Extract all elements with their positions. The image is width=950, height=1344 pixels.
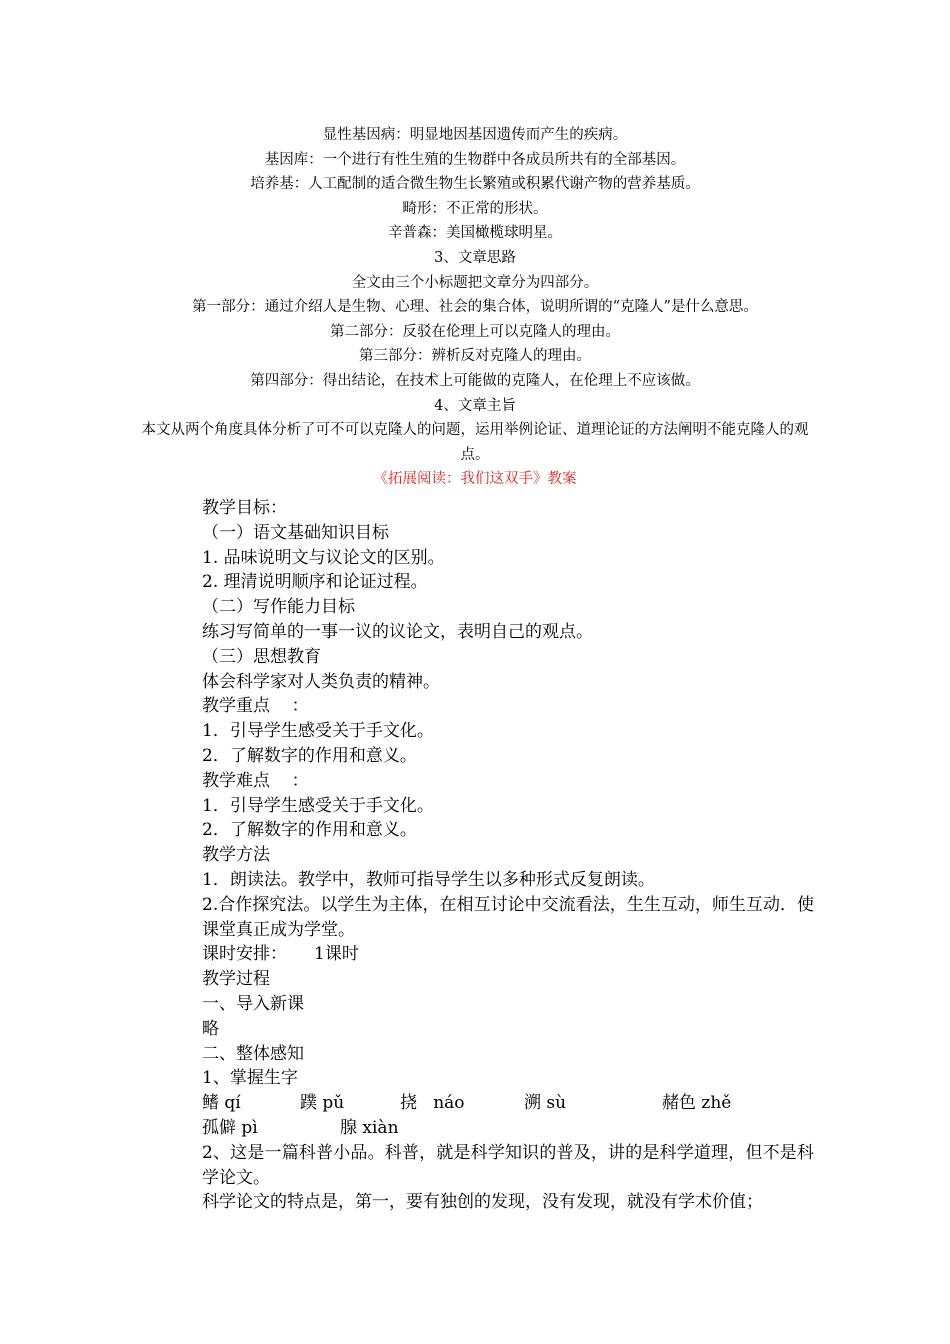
- pinyin-row: [202, 1091, 814, 1116]
- lesson-line: （一）语文基础知识目标: [202, 522, 389, 543]
- theme-paragraph: 本文从两个角度具体分析了可不可以克隆人的问题，运用举例论证、道理论证的方法阐明不能克隆人的观点。: [141, 422, 809, 463]
- pinyin-item: 赭色 zhě: [662, 1093, 732, 1114]
- kepu-paragraph: 2、这是一篇科普小品。科普，就是科学知识的普及，讲的是科学道理，但不是科学论文。: [202, 1142, 814, 1188]
- vocabulary-and-structure-section: [140, 123, 810, 492]
- definition-line: 培养基：人工配制的适合微生物生长繁殖或积累代谢产物的营养基质。: [250, 176, 700, 193]
- pinyin-item: 蹼 pǔ: [300, 1093, 345, 1114]
- section-heading-theme: 4、文章主旨: [434, 397, 516, 414]
- lesson-line: 教学重点 ：: [202, 696, 309, 717]
- lesson-line: 略: [202, 1018, 219, 1039]
- lesson-line: 2．了解数字的作用和意义。: [202, 745, 417, 766]
- lesson-line: 1．引导学生感受关于手文化。: [202, 795, 434, 816]
- lesson-line: 1．朗读法。教学中，教师可指导学生以多种形式反复朗读。: [202, 869, 655, 890]
- pinyin-item: 溯 sù: [524, 1093, 567, 1114]
- pinyin-item: 鳍 qí: [202, 1093, 241, 1114]
- definition-line: 辛普森：美国橄榄球明星。: [388, 225, 562, 242]
- lesson-line: （二）写作能力目标: [202, 597, 355, 618]
- structure-line: 第一部分：通过介绍人是生物、心理、社会的集合体，说明所谓的“克隆人”是什么意思。: [192, 299, 758, 316]
- definition-line: 畸形：不正常的形状。: [402, 200, 548, 217]
- lesson-plan-title: 《拓展阅读：我们这双手》教案: [373, 471, 577, 488]
- lesson-line: 教学目标：: [202, 498, 287, 518]
- lesson-line: 教学方法: [202, 845, 270, 866]
- lesson-line: 1．引导学生感受关于手文化。: [202, 721, 434, 742]
- lesson-line: 2. 理清说明顺序和论证过程。: [202, 572, 428, 593]
- structure-line: 第三部分：辨析反对克隆人的理由。: [359, 348, 591, 365]
- lesson-line: 一、导入新课: [202, 993, 304, 1014]
- definition-line: 基因库：一个进行有性生殖的生物群中各成员所共有的全部基因。: [264, 151, 686, 168]
- lesson-line: 教学过程: [202, 969, 270, 990]
- lesson-line: 1、掌握生字: [202, 1068, 298, 1089]
- pinyin-item: 孤僻 pì: [202, 1117, 258, 1138]
- lesson-line: 二、整体感知: [202, 1043, 304, 1064]
- lesson-line: 练习写简单的一事一议的议论文，表明自己的观点。: [202, 621, 593, 642]
- structure-line: 第四部分：得出结论，在技术上可能做的克隆人，在伦理上不应该做。: [250, 372, 700, 389]
- definition-line: 显性基因病：明显地因基因遗传而产生的疾病。: [322, 127, 628, 143]
- pinyin-item: 腺 xiàn: [340, 1117, 399, 1138]
- structure-line: 第二部分：反驳在伦理上可以克隆人的理由。: [330, 323, 620, 340]
- lesson-line: 课时安排： 1课时: [202, 944, 359, 965]
- lesson-line: 1. 品味说明文与议论文的区别。: [202, 547, 445, 568]
- pinyin-row: [202, 1116, 814, 1141]
- lesson-line: （三）思想教育: [202, 646, 321, 667]
- method-paragraph: 2.合作探究法。以学生为主体，在相互讨论中交流看法，生生互动，师生互动．使课堂真正成为学堂。: [202, 894, 814, 940]
- lesson-line: 教学难点 ：: [202, 770, 309, 791]
- lesson-plan-body: [202, 496, 814, 1215]
- lesson-line: 2．了解数字的作用和意义。: [202, 820, 417, 841]
- section-heading-structure: 3、文章思路: [434, 249, 516, 266]
- structure-line: 全文由三个小标题把文章分为四部分。: [351, 274, 599, 291]
- pinyin-item: 挠 náo: [400, 1093, 465, 1114]
- lesson-line: 体会科学家对人类负责的精神。: [202, 671, 440, 692]
- lunwen-paragraph: 科学论文的特点是，第一，要有独创的发现，没有发现，就没有学术价值；: [202, 1192, 763, 1213]
